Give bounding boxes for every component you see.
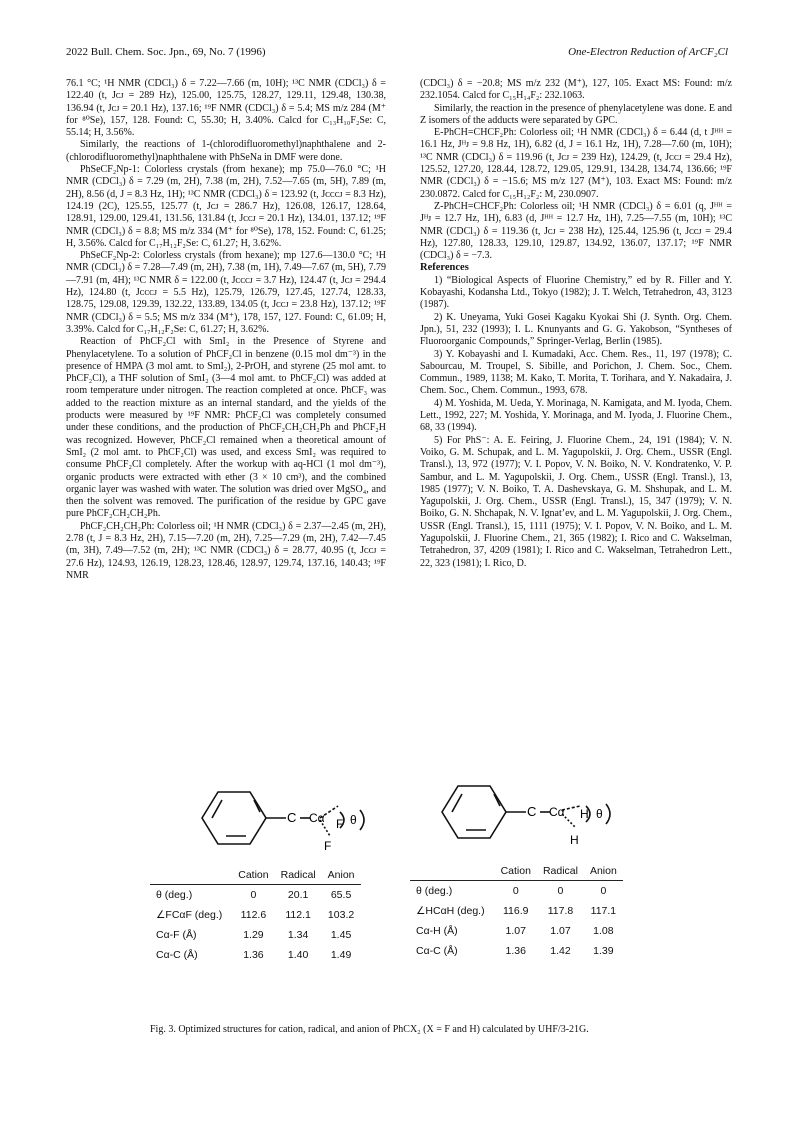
references-heading: References — [420, 262, 469, 274]
paragraph: Z-PhCH=CHCF₂Ph: Colorless oil; ¹H NMR (CDCl₃) δ = 6.01 (q, Jᴴᴴ = Jᴴᴊ = 12.7 Hz, 1H), 6.83 (d, Jᴴᴴ = 12.7 Hz, 1H), 7.25—7.55 (m, 10H); ¹³C NMR (CDCl₃) δ = 119.36 (t, Jᴄᴊ = 238 Hz), 125.44, 125.96 (t, Jᴄᴄᴊ = 29.4 Hz), 127.80, 128.33, 129.10, 129.87, 134.92, 136.07, 137.17; ¹⁹F NMR (CDCl₃) δ = −7.3. — [420, 200, 732, 262]
cell: 103.2 — [327, 909, 355, 921]
carbon-label: C — [527, 804, 537, 819]
cell: 1.45 — [330, 929, 352, 941]
table-row — [150, 945, 361, 965]
structure-phch2 — [430, 772, 620, 852]
cell: 116.9 — [503, 905, 529, 917]
left-column — [66, 78, 386, 582]
table-header: Anion — [584, 862, 623, 881]
header-journal: 2022 Bull. Chem. Soc. Jpn., 69, No. 7 (1996) — [66, 46, 266, 58]
cell: 1.39 — [593, 945, 614, 957]
table-row — [410, 901, 623, 921]
cell: 0 — [250, 889, 257, 901]
cell: 1.07 — [550, 925, 571, 937]
structure-phcf2 — [190, 778, 380, 858]
substituent-label: F — [336, 817, 344, 831]
cell: 1.07 — [505, 925, 526, 937]
cell: 0 — [557, 885, 564, 897]
cell: 65.5 — [330, 889, 352, 901]
paragraph: Similarly, the reactions of 1-(chlorodifluoromethyl)naphthalene and 2-(chlorodifluoromethyl)naphthalene with PhSeNa in DMF were done. — [66, 139, 386, 163]
paragraph: Reaction of PhCF₂Cl with SmI₂ in the Presence of Styrene and Phenylacetylene. To a solution of PhCF₂Cl in benzene (0.15 mol dm⁻³) in the presence of HMPA (3 mol amt. to SmI₂), 2-PrOH, and styrene (25 mol amt. to PhCF₂Cl), a THF solution of SmI₂ (3—4 mol amt. to PhCF₂Cl) was added at room temperature under nitrogen. The reaction completed at once. PhCF₃ was added to the reaction mixture as an internal standard, and the yields of the products were measured by ¹⁹F NMR: PhCF₂Cl was completely consumed under these conditions, and the production of PhCF₂CH₂CH₂Ph and PhCF₂H was recognized. However, PhCF₂Cl remained when a theoretical amount of SmI₂ (2 mol amt. to PhCF₂Cl) was used, and excess SmI₂ was required to consume PhCF₂Cl completely. After the workup with aq-HCl (1 mol dm⁻³), organic products were extracted with ether (3 × 10 cm³), and the combined organic layer was washed with water. The solution was dried over MgSO₄, and then the solvent was removed. The purification of the residue by GPC gave pure PhCF₂CH₂CH₂Ph. — [66, 336, 386, 520]
substituent-label: H — [580, 807, 589, 821]
reference-item: 5) For PhS⁻: A. E. Feiring, J. Fluorine Chem., 24, 191 (1984); V. N. Voiko, G. M. Schupak, and L. M. Yagupolskii, J. Org. Chem., USSR (Engl. Transl.), 13, 972 (1977); V. I. Popov, V. N. Boiko, N. V. Kondratenko, V. P. Sambur, and L. M. Yagupolskii, J. Org. Chem., USSR (Engl. Transl.), 13, 1985 (1977); V. N. Boiko, T. A. Dashevskaya, G. M. Shshupak, and L. M. Yagupolskii, J. Org. Chem., USSR (Engl. Transl.), 15, 347 (1979); V. N. Boiko, G. N. Shchapak, N. V. Ignat’ev, and L. M. Yagupolskii, J. Org. Chem., USSR (Engl. Transl.), 15, 1111 (1975); V. I. Popov, V. N. Boiko, and L. M. Yagupolskii, J. Fluorine Chem., 21, 365 (1982); I. Rico and C. Wakselman, Tetrahedron, 37, 4209 (1981); I. Rico and C. Wakselman, Tetrahedron Lett., 22, 323 (1981); I. Rico, D. — [420, 434, 732, 569]
table-phch2 — [410, 862, 623, 961]
cell: 0 — [600, 885, 607, 897]
reference-item: 4) M. Yoshida, M. Ueda, Y. Morinaga, N. Kamigata, and M. Iyoda, Chem. Lett., 1992, 227; M. Yoshida, Y. Morinaga, and M. Iyoda, J. Fluorine Chem., 68, 33 (1994). — [420, 397, 732, 434]
row-label: Cα-C (Å) — [156, 949, 198, 961]
paragraph: PhSeCF₂Np-1: Colorless crystals (from hexane); mp 75.0—76.0 °C; ¹H NMR (CDCl₃) δ = 7.29 (m, 2H), 7.38 (m, 2H), 7.52—7.65 (m, 5H), 7.89 (m, 2H), 8.56 (d, J = 8.3 Hz, 1H); ¹³C NMR (CDCl₃) δ = 123.92 (t, Jᴄᴄᴄᴊ = 8.3 Hz), 124.19 (2C), 125.55, 125.77 (t, Jᴄᴊ = 286.7 Hz), 126.08, 126.17, 128.64, 128.91, 129.00, 129.41, 131.56, 131.84 (t, Jᴄᴄᴊ = 20.1 Hz), 134.01, 137.12; ¹⁹F NMR (CDCl₃) δ = 8.8; MS m/z 334 (M⁺ for ⁸⁰Se), 178, 152. Found: C, 61.25; H, 3.56%. Calcd for C₁₇H₁₂F₂Se: C, 61.27; H, 3.62%. — [66, 164, 386, 249]
table-header — [410, 862, 495, 881]
theta-label: θ — [350, 813, 357, 827]
cell: 117.1 — [590, 905, 617, 917]
theta-label: θ — [596, 807, 603, 821]
cell: 1.34 — [287, 929, 309, 941]
table-row — [410, 921, 623, 941]
substituent-label: F — [324, 839, 332, 853]
row-label: θ (deg.) — [416, 885, 453, 897]
cell: 0 — [512, 885, 519, 897]
right-column — [420, 78, 732, 570]
reference-item: 1) “Biological Aspects of Fluorine Chemistry,” ed by R. Filler and Y. Kobayashi, Kodansha Ltd., Tokyo (1982); J. T. Welch, Tetrahedron, 43, 3123 (1987). — [420, 274, 732, 311]
paragraph: 76.1 °C; ¹H NMR (CDCl₃) δ = 7.22—7.66 (m, 10H); ¹³C NMR (CDCl₃) δ = 122.40 (t, Jᴄᴊ = 289 Hz), 125.00, 125.75, 128.27, 129.11, 129.48, 130.38, 136.94 (t, Jᴄᴊ = 20.1 Hz), 137.16; ¹⁹F NMR (CDCl₃) δ = 5.4; MS m/z 284 (M⁺ for ⁸⁰Se), 157, 128. Found: C, 55.30; H, 3.40%. Calcd for C₁₃H₁₀F₂Se: C, 55.14; H, 3.56%. — [66, 78, 386, 139]
cell: 20.1 — [287, 889, 309, 901]
cell: 1.49 — [330, 949, 352, 961]
table-row — [150, 925, 361, 945]
paragraph: Similarly, the reaction in the presence of phenylacetylene was done. E and Z isomers of the adducts were separated by GPC. — [420, 102, 732, 126]
table-row — [150, 905, 361, 925]
row-label: θ (deg.) — [156, 889, 193, 901]
table-header — [150, 866, 232, 885]
substituent-label: H — [570, 833, 579, 847]
reference-item: 3) Y. Kobayashi and I. Kumadaki, Acc. Chem. Res., 11, 197 (1978); C. Sabourcau, M. Troupel, S. Sibille, and Porichon, J. Chem. Soc., Chem. Commun., 1989, 1138; M. Kako, T. Morita, T. Torihara, and Y. Nakadaira, J. Chem. Soc., Chem. Commun., 1993, 678. — [420, 348, 732, 397]
page-header — [66, 46, 728, 62]
cell: 117.8 — [547, 905, 574, 917]
paragraph: (CDCl₃) δ = −20.8; MS m/z 232 (M⁺), 127, 105. Exact MS: Found: m/z 232.1054. Calcd for C₁₅H₁₄F₂: 232.1063. — [420, 78, 732, 102]
table-row — [410, 941, 623, 961]
reference-item: 2) K. Uneyama, Yuki Gosei Kagaku Kyokai Shi (J. Synth. Org. Chem. Jpn.), 51, 232 (1993); I. L. Knunyants and G. G. Yakobson, “Syntheses of Fluoroorganic Compounds,” Springer-Verlag, Berlin (1985). — [420, 311, 732, 348]
row-label: ∠HCαH (deg.) — [416, 905, 485, 917]
table-row — [150, 885, 361, 906]
row-label: Cα-C (Å) — [416, 945, 458, 957]
alpha-carbon-label: Cα — [549, 805, 565, 819]
paragraph: PhSeCF₂Np-2: Colorless crystals (from hexane); mp 127.6—130.0 °C; ¹H NMR (CDCl₃) δ = 7.28—7.49 (m, 2H), 7.38 (m, 1H), 7.49—7.67 (m, 5H), 7.79—7.91 (m, 4H); ¹³C NMR δ = 122.00 (t, Jᴄᴄᴄᴊ = 3.7 Hz), 124.47 (t, Jᴄᴊ = 294.4 Hz), 124.80 (t, Jᴄᴄᴄᴊ = 5.5 Hz), 125.79, 126.79, 127.45, 127.74, 128.33, 128.75, 129.08, 129.39, 132.22, 133.89, 134.05 (t, Jᴄᴄᴊ = 23.8 Hz), 137.12; ¹⁹F NMR (CDCl₃) δ = 5.5; MS m/z 334 (M⁺), 178, 157, 127. Found: C, 61.09; H, 3.39%. Calcd for C₁₇H₁₂F₂Se: C, 61.27; H, 3.62%. — [66, 250, 386, 335]
cell: 1.08 — [593, 925, 614, 937]
cell: 112.1 — [285, 909, 311, 921]
table-header: Cation — [495, 862, 537, 881]
table-phcf2 — [150, 866, 361, 965]
table-header: Radical — [275, 866, 322, 885]
cell: 112.6 — [240, 909, 267, 921]
table-header: Anion — [322, 866, 361, 885]
cell: 1.40 — [287, 949, 309, 961]
table-header: Cation — [232, 866, 274, 885]
alpha-carbon-label: Cα — [309, 811, 325, 825]
table-row — [410, 881, 623, 902]
cell: 1.42 — [550, 945, 571, 957]
paragraph: E-PhCH=CHCF₂Ph: Colorless oil; ¹H NMR (CDCl₃) δ = 6.44 (d, t Jᴴᴴ = 16.1 Hz, Jᴴᴊ = 9.8 Hz, 1H), 6.82 (d, J = 16.1 Hz, 1H), 7.28—7.60 (m, 10H); ¹³C NMR (CDCl₃) δ = 119.96 (t, Jᴄᴊ = 239 Hz), 124.29, (t, Jᴄᴄᴊ = 29.4 Hz), 125.52, 127.20, 128.44, 128.72, 129.05, 129.91, 134.28, 134.74, 136.66; ¹⁹F NMR (CDCl₃) δ = −15.6; MS m/z 127 (M⁺), 103. Exact MS: Found: m/z 230.0872. Calcd for C₁₅H₁₂F₂: M, 230.0907. — [420, 127, 732, 200]
row-label: Cα-H (Å) — [416, 925, 458, 937]
row-label: Cα-F (Å) — [156, 929, 197, 941]
cell: 1.29 — [243, 929, 264, 941]
carbon-label: C — [287, 810, 297, 825]
figure-caption: Fig. 3. Optimized structures for cation, radical, and anion of PhCX₂ (X = F and H) calculated by UHF/3-21G. — [150, 1024, 589, 1035]
paragraph: PhCF₂CH₂CH₂Ph: Colorless oil; ¹H NMR (CDCl₃) δ = 2.37—2.45 (m, 2H), 2.78 (t, J = 8.3 Hz, 2H), 7.15—7.20 (m, 2H), 7.25—7.29 (m, 2H), 7.42—7.45 (m, 3H), 7.49—7.52 (m, 2H); ¹³C NMR (CDCl₃) δ = 28.77, 40.95 (t, Jᴄᴄᴊ = 27.6 Hz), 124.93, 126.19, 128.23, 128.46, 128.97, 129.74, 137.16, 140.43; ¹⁹F NMR — [66, 520, 386, 581]
cell: 1.36 — [505, 945, 526, 957]
cell: 1.36 — [243, 949, 264, 961]
header-running-title: One-Electron Reduction of ArCF₂Cl — [568, 46, 728, 58]
row-label: ∠FCαF (deg.) — [156, 909, 223, 921]
table-header: Radical — [537, 862, 584, 881]
